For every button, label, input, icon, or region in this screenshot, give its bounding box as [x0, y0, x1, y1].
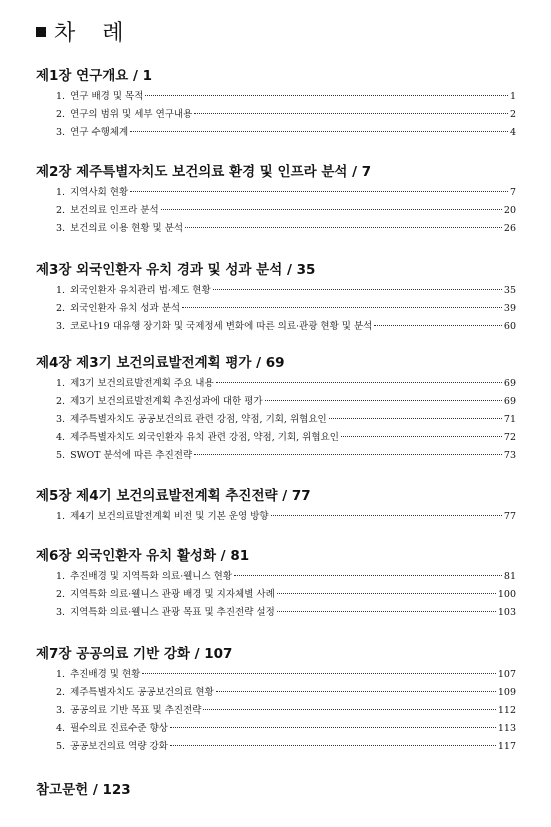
toc-entry[interactable]: 4. 필수의료 진료수준 향상 113	[36, 720, 516, 738]
toc-entry[interactable]: 1. 추진배경 및 현황 107	[36, 666, 516, 684]
dot-leader	[265, 400, 502, 401]
entry-title: 연구의 범위 및 세부 연구내용	[70, 109, 193, 120]
entry-title: 보건의료 인프라 분석	[70, 205, 159, 216]
dot-leader	[145, 95, 508, 96]
entry-title: 공공보건의료 역량 강화	[70, 741, 168, 752]
toc-entry[interactable]: 3. 연구 수행체계 4	[36, 124, 516, 142]
entry-title: 제주특별자치도 외국인환자 유치 관련 강점, 약점, 기회, 위협요인	[70, 432, 339, 443]
toc-entry[interactable]: 1. 지역사회 현황 7	[36, 184, 516, 202]
toc-entry[interactable]: 3. 코로나19 대유행 장기화 및 국제정세 변화에 따른 의료·관광 현황 및 분석 60	[36, 318, 516, 336]
dot-leader	[271, 515, 502, 516]
toc-entry[interactable]: 4. 제주특별자치도 외국인환자 유치 관련 강점, 약점, 기회, 위협요인 72	[36, 429, 516, 447]
dot-leader	[374, 325, 502, 326]
chapter-heading[interactable]: 제5장 제4기 보건의료발전계획 추진전략 / 77	[36, 488, 311, 504]
toc-entry[interactable]: 5. 공공보건의료 역량 강화 117	[36, 738, 516, 756]
dot-leader	[185, 227, 502, 228]
square-bullet-icon	[36, 27, 46, 37]
entry-title: 지역특화 의료·웰니스 관광 목표 및 추진전략 설정	[70, 607, 275, 618]
entry-page: 72	[503, 432, 516, 443]
entry-title: 제주특별자치도 공공보건의료 현황	[70, 687, 214, 698]
dot-leader	[234, 575, 502, 576]
dot-leader	[213, 289, 502, 290]
chapter-heading[interactable]: 제6장 외국인환자 유치 활성화 / 81	[36, 548, 250, 564]
entry-title: 추진배경 및 지역특화 의료·웰니스 현황	[70, 571, 233, 582]
toc-entry[interactable]: 3. 지역특화 의료·웰니스 관광 목표 및 추진전략 설정 103	[36, 604, 516, 622]
chapter-2	[36, 163, 516, 238]
entry-page: 103	[497, 607, 516, 618]
entry-title: 외국인환자 유치관리 법·제도 현황	[70, 285, 211, 296]
entry-title: SWOT 분석에 따른 추진전략	[70, 450, 193, 461]
entry-page: 4	[509, 127, 516, 138]
dot-leader	[182, 307, 502, 308]
entry-title: 외국인환자 유치 성과 분석	[70, 303, 181, 314]
chapter-heading[interactable]: 제1장 연구개요 / 1	[36, 68, 153, 84]
toc-entry[interactable]: 2. 외국인환자 유치 성과 분석 39	[36, 300, 516, 318]
dot-leader	[170, 745, 496, 746]
entry-page: 1	[509, 91, 516, 102]
entry-title: 제3기 보건의료발전계획 주요 내용	[70, 378, 214, 389]
chapter-1	[36, 67, 516, 142]
entry-page: 73	[503, 450, 516, 461]
toc-title	[36, 16, 134, 47]
entry-title: 지역사회 현황	[70, 187, 129, 198]
dot-leader	[194, 454, 502, 455]
entry-title: 제4기 보건의료발전계획 비전 및 기본 운영 방향	[70, 511, 269, 522]
dot-leader	[329, 418, 502, 419]
toc-entry[interactable]: 1. 추진배경 및 지역특화 의료·웰니스 현황 81	[36, 568, 516, 586]
entry-page: 113	[497, 723, 516, 734]
toc-entry[interactable]: 1. 제3기 보건의료발전계획 주요 내용 69	[36, 375, 516, 393]
entry-title: 제3기 보건의료발전계획 추진성과에 대한 평가	[70, 396, 263, 407]
toc-entry[interactable]: 2. 제3기 보건의료발전계획 추진성과에 대한 평가 69	[36, 393, 516, 411]
entry-title: 보건의료 이용 현황 및 분석	[70, 223, 184, 234]
entry-page: 107	[497, 669, 516, 680]
toc-entry[interactable]: 2. 보건의료 인프라 분석 20	[36, 202, 516, 220]
dot-leader	[341, 436, 502, 437]
entry-page: 112	[497, 705, 516, 716]
entry-title: 제주특별자치도 공공보건의료 관련 강점, 약점, 기회, 위협요인	[70, 414, 327, 425]
entry-page: 77	[503, 511, 516, 522]
entry-page: 2	[509, 109, 516, 120]
dot-leader	[216, 382, 502, 383]
chapter-5	[36, 487, 516, 526]
toc-entry[interactable]: 3. 제주특별자치도 공공보건의료 관련 강점, 약점, 기회, 위협요인 71	[36, 411, 516, 429]
chapter-7	[36, 645, 516, 756]
entry-page: 100	[497, 589, 516, 600]
chapter-heading[interactable]: 제3장 외국인환자 유치 경과 및 성과 분석 / 35	[36, 262, 316, 278]
entry-title: 공공의료 기반 목표 및 추진전략	[70, 705, 202, 716]
entry-page: 81	[503, 571, 516, 582]
references-heading[interactable]: 참고문헌 / 123	[36, 782, 131, 798]
toc-entry[interactable]: 2. 제주특별자치도 공공보건의료 현황 109	[36, 684, 516, 702]
dot-leader	[277, 611, 496, 612]
entry-page: 26	[503, 223, 516, 234]
entry-page: 39	[503, 303, 516, 314]
entry-title: 필수의료 진료수준 향상	[70, 723, 168, 734]
dot-leader	[216, 691, 496, 692]
toc-entry[interactable]: 1. 외국인환자 유치관리 법·제도 현황 35	[36, 282, 516, 300]
dot-leader	[130, 131, 508, 132]
entry-page: 117	[497, 741, 516, 752]
entry-page: 109	[497, 687, 516, 698]
entry-page: 69	[503, 378, 516, 389]
chapter-heading[interactable]: 제4장 제3기 보건의료발전계획 평가 / 69	[36, 355, 285, 371]
dot-leader	[194, 113, 508, 114]
chapter-6	[36, 547, 516, 622]
entry-page: 35	[503, 285, 516, 296]
dot-leader	[170, 727, 496, 728]
entry-title: 연구 배경 및 목적	[70, 91, 144, 102]
chapter-4	[36, 354, 516, 465]
entry-page: 20	[503, 205, 516, 216]
dot-leader	[161, 209, 502, 210]
chapter-3	[36, 261, 516, 336]
dot-leader	[142, 673, 496, 674]
entry-title: 지역특화 의료·웰니스 관광 배경 및 지자체별 사례	[70, 589, 275, 600]
entry-page: 7	[509, 187, 516, 198]
entry-page: 69	[503, 396, 516, 407]
toc-title-text: 차 례	[54, 21, 134, 46]
dot-leader	[203, 709, 495, 710]
entry-page: 60	[503, 321, 516, 332]
chapter-heading[interactable]: 제2장 제주특별자치도 보건의료 환경 및 인프라 분석 / 7	[36, 164, 372, 180]
toc-entry[interactable]: 2. 연구의 범위 및 세부 연구내용 2	[36, 106, 516, 124]
toc-entry[interactable]: 1. 연구 배경 및 목적 1	[36, 88, 516, 106]
toc-entry[interactable]: 3. 공공의료 기반 목표 및 추진전략 112	[36, 702, 516, 720]
dot-leader	[130, 191, 508, 192]
toc-entry[interactable]: 1. 제4기 보건의료발전계획 비전 및 기본 운영 방향 77	[36, 508, 516, 526]
dot-leader	[277, 593, 496, 594]
entry-title: 연구 수행체계	[70, 127, 129, 138]
toc-entry[interactable]: 5. SWOT 분석에 따른 추진전략 73	[36, 447, 516, 465]
toc-entry[interactable]: 3. 보건의료 이용 현황 및 분석 26	[36, 220, 516, 238]
toc-entry[interactable]: 2. 지역특화 의료·웰니스 관광 배경 및 지자체별 사례 100	[36, 586, 516, 604]
entry-title: 코로나19 대유행 장기화 및 국제정세 변화에 따른 의료·관광 현황 및 분석	[70, 321, 373, 332]
chapter-heading[interactable]: 제7장 공공의료 기반 강화 / 107	[36, 646, 233, 662]
entry-title: 추진배경 및 현황	[70, 669, 141, 680]
entry-page: 71	[503, 414, 516, 425]
